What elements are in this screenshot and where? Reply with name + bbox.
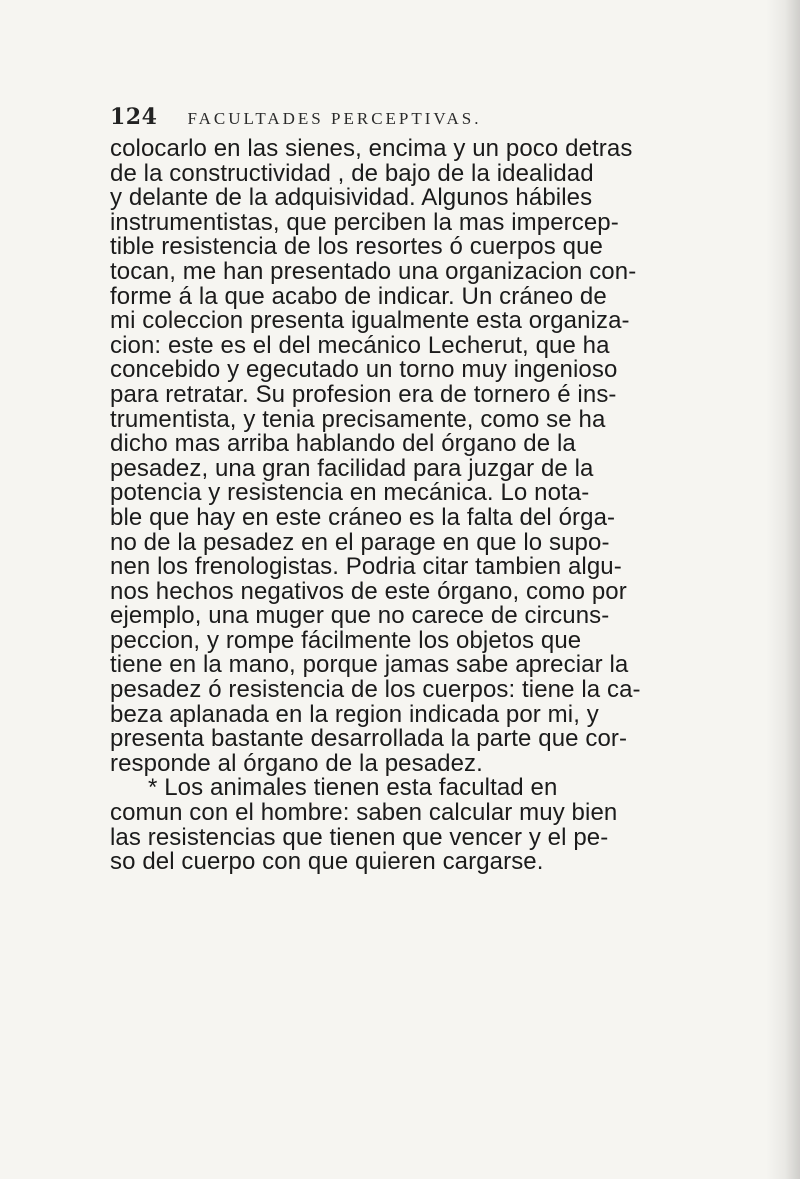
- text-line: comun con el hombre: saben calcular muy bien: [110, 799, 618, 827]
- text-line: pesadez ó resistencia de los cuerpos: tiene la ca-: [110, 676, 641, 704]
- text-line: pesadez, una gran facilidad para juzgar de la: [110, 454, 594, 482]
- running-head: FACULTADES PERCEPTIVAS.: [187, 109, 482, 128]
- text-line: de la constructividad , de bajo de la idealidad: [110, 159, 594, 187]
- text-line: no de la pesadez en el parage en que lo supo-: [110, 528, 610, 556]
- text-line: peccion, y rompe fácilmente los objetos que: [110, 626, 582, 654]
- text-line: presenta bastante desarrollada la parte que cor-: [110, 725, 628, 753]
- page-binding-shadow: [766, 0, 800, 1179]
- text-line: concebido y egecutado un torno muy ingenioso: [110, 356, 618, 384]
- text-line: tiene en la mano, porque jamas sabe apreciar la: [110, 651, 629, 679]
- text-line: nos hechos negativos de este órgano, como por: [110, 577, 627, 605]
- text-line: para retratar. Su profesion era de tornero é ins-: [110, 380, 617, 408]
- text-line: so del cuerpo con que quieren cargarse.: [110, 848, 544, 876]
- text-line: beza aplanada en la region indicada por mi, y: [110, 700, 599, 728]
- text-line: ejemplo, una muger que no carece de circuns-: [110, 602, 610, 630]
- text-line: colocarlo en las sienes, encima y un poco detras: [110, 135, 633, 162]
- text-line: instrumentistas, que perciben la mas impercep-: [110, 208, 619, 236]
- text-line: forme á la que acabo de indicar. Un cráneo de: [110, 282, 607, 310]
- text-line: mi coleccion presenta igualmente esta organiza-: [110, 307, 630, 335]
- text-line: dicho mas arriba hablando del órgano de la: [110, 430, 576, 458]
- text-line: tocan, me han presentado una organizacion con-: [110, 257, 637, 285]
- text-line: tible resistencia de los resortes ó cuerpos que: [110, 233, 603, 261]
- body-text: [110, 137, 700, 875]
- text-line: trumentista, y tenia precisamente, como se ha: [110, 405, 606, 433]
- text-line: responde al órgano de la pesadez.: [110, 749, 483, 777]
- text-line: cion: este es el del mecánico Lecherut, que ha: [110, 331, 610, 359]
- text-line: potencia y resistencia en mecánica. Lo nota-: [110, 479, 590, 507]
- text-line: y delante de la adquisividad. Algunos hábiles: [110, 184, 593, 212]
- page-header: [110, 104, 630, 134]
- text-line: las resistencias que tienen que vencer y el pe-: [110, 823, 609, 851]
- text-line-footnote-start: * Los animales tienen esta facultad en: [148, 774, 558, 802]
- text-line: nen los frenologistas. Podria citar tambien algu-: [110, 553, 622, 581]
- text-line: ble que hay en este cráneo es la falta del órga-: [110, 503, 616, 531]
- page-number: 124: [110, 104, 158, 130]
